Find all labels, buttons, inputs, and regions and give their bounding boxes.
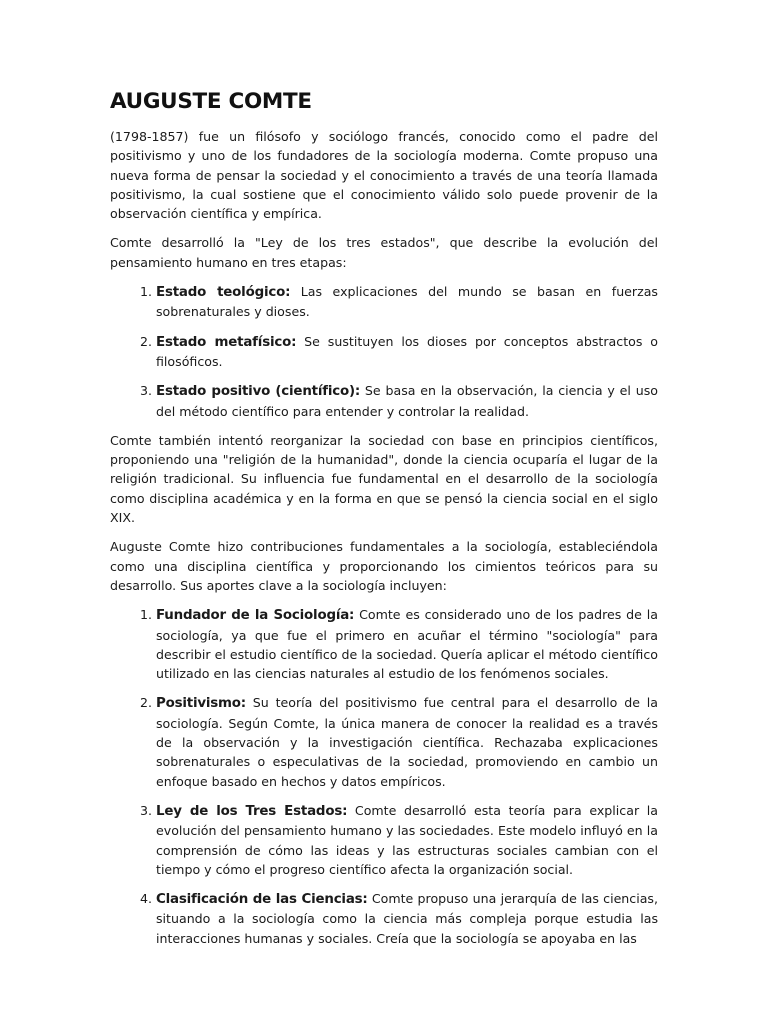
list-item-theological xyxy=(156,282,658,322)
three-states-intro-paragraph: Comte desarrolló la "Ley de los tres estados", que describe la evolución del pensamiento humano en tres etapas: xyxy=(110,235,658,270)
term-description: Comte desarrolló esta teoría para explicar la evolución del pensamiento humano y las sociedades. Este modelo influyó en la comprensión de cómo las ideas y las estructuras sociales cambian con el tiempo y cómo el progreso científico afecta la organización social. xyxy=(156,802,658,877)
contributions-intro-paragraph: Auguste Comte hizo contribuciones fundamentales a la sociología, estableciéndola como una disciplina científica y proporcionando los cimientos teóricos para su desarrollo. Sus aportes clave a la sociología incluyen: xyxy=(110,539,658,593)
term-label: Ley de los Tres Estados: xyxy=(156,803,348,819)
term-description: Se basa en la observación, la ciencia y el uso del método científico para entender y controlar la realidad. xyxy=(156,383,658,419)
reorganize-paragraph: Comte también intentó reorganizar la sociedad con base en principios científicos, proponiendo una "religión de la humanidad", donde la ciencia ocuparía el lugar de la religión tradicional. Su influencia fue fundamental en el desarrollo de la sociología como disciplina académica y en la forma en que se pensó la ciencia social en el siglo XIX. xyxy=(110,432,658,526)
document-page xyxy=(110,88,658,958)
term-label: Positivismo: xyxy=(156,696,246,712)
list-item-founder xyxy=(156,605,658,683)
contributions-list xyxy=(110,605,658,948)
term-description: Las explicaciones del mundo se basan en fuerzas sobrenaturales y dioses. xyxy=(156,284,658,320)
term-label: Clasificación de las Ciencias: xyxy=(156,892,368,908)
intro-paragraph: (1798-1857) fue un filósofo y sociólogo francés, conocido como el padre del positivismo y uno de los fundadores de la sociología moderna. Comte propuso una nueva forma de pensar la sociedad y el conocimiento a través de una teoría llamada positivismo, la cual sostiene que el conocimiento válido solo puede provenir de la observación científica y empírica. xyxy=(110,129,658,222)
term-label: Estado teológico: xyxy=(156,285,291,301)
term-label: Estado positivo (científico): xyxy=(156,384,361,400)
term-description: Comte es considerado uno de los padres de la sociología, ya que fue el primero en acuñar el término "sociología" para describir el estudio científico de la sociedad. Quería aplicar el método científico utilizado en las ciencias naturales al estudio de los fenómenos sociales. xyxy=(156,607,659,682)
document-title: AUGUSTE COMTE xyxy=(110,89,312,114)
term-description: Comte propuso una jerarquía de las ciencias, situando a la sociología como la ciencia más compleja porque estudia las interacciones humanas y sociales. Creía que la sociología se apoyaba en las xyxy=(156,891,658,946)
list-item-positive xyxy=(156,381,658,421)
term-description: Se sustituyen los dioses por conceptos abstractos o filosóficos. xyxy=(156,333,659,369)
list-item-positivism xyxy=(156,693,658,790)
list-item-metaphysical xyxy=(156,332,658,372)
term-description: Su teoría del positivismo fue central para el desarrollo de la sociología. Según Comte, la única manera de conocer la realidad es a través de la observación y la investigación científica. Rechazaba explicaciones sobrenaturales o especulativas de la sociedad, promoviendo en cambio un enfoque basado en hechos y datos empíricos. xyxy=(156,695,658,789)
three-states-list xyxy=(110,282,658,421)
term-label: Fundador de la Sociología: xyxy=(156,608,355,624)
list-item-classification xyxy=(156,889,658,948)
term-label: Estado metafísico: xyxy=(156,334,297,350)
list-item-three-states-law xyxy=(156,801,658,879)
